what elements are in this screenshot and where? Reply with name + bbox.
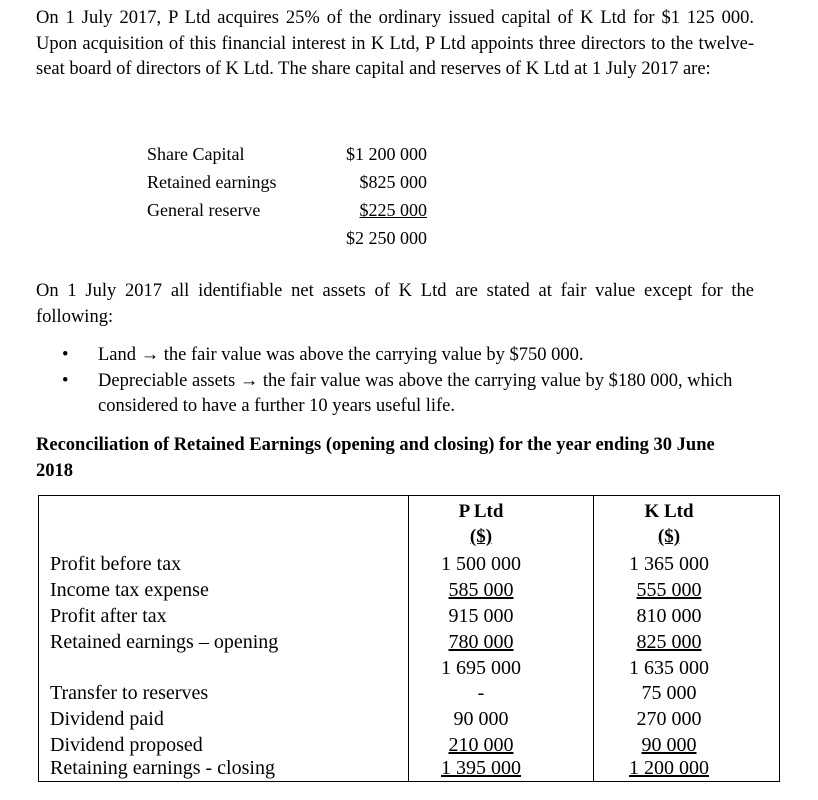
- capital-label: General reserve: [147, 200, 261, 220]
- reconciliation-table: [38, 495, 780, 782]
- table-row: [39, 680, 779, 706]
- p-value: 780 000: [448, 631, 514, 653]
- table-row: [39, 755, 779, 781]
- capital-value: $1 200 000: [346, 144, 427, 164]
- table-row: [39, 603, 779, 629]
- p-value: -: [477, 682, 485, 704]
- fair-value-paragraph: On 1 July 2017 all identifiable net assets of K Ltd are stated at fair value except for the following:: [36, 281, 754, 327]
- p-ltd-unit: ($): [469, 526, 493, 547]
- k-value: 75 000: [641, 682, 697, 704]
- p-value: 1 500 000: [441, 553, 521, 575]
- row-label: Profit after tax: [50, 605, 167, 627]
- section-heading: Reconciliation of Retained Earnings (opening and closing) for the year ending 30 June 2018: [36, 435, 715, 481]
- bullet-icon: •: [62, 345, 69, 365]
- p-value: 1 395 000: [441, 757, 521, 779]
- k-value: 1 200 000: [629, 757, 709, 779]
- bullet-text: Land → the fair value was above the carrying value by $750 000.: [98, 345, 584, 365]
- p-value: 1 695 000: [441, 657, 521, 679]
- intro-paragraph: On 1 July 2017, P Ltd acquires 25% of the ordinary issued capital of K Ltd for $1 125 000. Upon acquisition of this financial interest in K Ltd, P Ltd appoints three directors to the twelve-seat board of directors of K Ltd. The share capital and reserves of K Ltd at 1 July 2017 are:: [36, 8, 754, 79]
- row-label: Transfer to reserves: [50, 682, 209, 704]
- k-ltd-unit: ($): [657, 526, 681, 547]
- k-ltd-title: K Ltd: [644, 501, 694, 522]
- row-label: Dividend proposed: [50, 734, 203, 756]
- k-value: 555 000: [636, 579, 702, 601]
- k-value: 90 000: [641, 734, 697, 756]
- p-ltd-header: [419, 499, 543, 549]
- table-row: [39, 551, 779, 577]
- bullet-item: [58, 369, 758, 420]
- row-label: Retaining earnings - closing: [50, 757, 275, 779]
- bullet-list: [58, 343, 758, 420]
- capital-value: $225 000: [359, 200, 427, 220]
- row-label: Dividend paid: [50, 708, 164, 730]
- p-value: 585 000: [448, 579, 514, 601]
- k-value: 1 365 000: [629, 553, 709, 575]
- row-label: Retained earnings – opening: [50, 631, 279, 653]
- table-row: [39, 655, 779, 681]
- table-row: [39, 629, 779, 655]
- k-value: 1 635 000: [629, 657, 709, 679]
- bullet-text: Depreciable assets → the fair value was above the carrying value by $180 000, which considered to have a further 10 years useful life.: [98, 370, 733, 416]
- bullet-icon: •: [62, 370, 69, 391]
- bullet-item: [58, 343, 758, 369]
- p-ltd-title: P Ltd: [458, 501, 504, 522]
- table-row: [39, 577, 779, 603]
- row-label: Profit before tax: [50, 553, 182, 575]
- k-value: 270 000: [636, 708, 702, 730]
- row-label: Income tax expense: [50, 579, 209, 601]
- capital-total: $2 250 000: [346, 228, 427, 248]
- k-ltd-header: [607, 499, 731, 549]
- capital-label: Retained earnings: [147, 172, 277, 192]
- k-value: 810 000: [636, 605, 702, 627]
- p-value: 90 000: [453, 708, 509, 730]
- capital-label: Share Capital: [147, 144, 245, 164]
- p-value: 915 000: [448, 605, 514, 627]
- p-value: 210 000: [448, 734, 514, 756]
- k-value: 825 000: [636, 631, 702, 653]
- capital-value: $825 000: [359, 172, 427, 192]
- table-row: [39, 706, 779, 732]
